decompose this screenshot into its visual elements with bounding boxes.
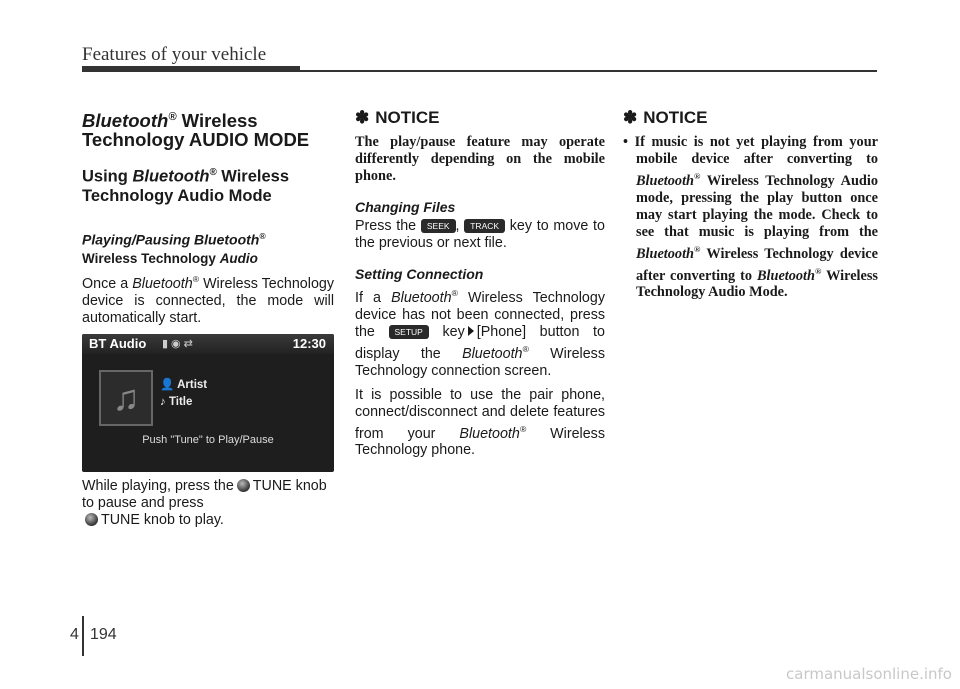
column-right [623,108,878,301]
page-header-title: Features of your vehicle [82,44,267,65]
header-rule-thick [82,66,300,72]
arrow-right-icon [468,326,474,336]
tune-knob-icon [237,479,250,492]
notice-star-icon: ✽ [623,108,638,127]
column-left [82,108,334,536]
screen-status-icons: ▮◉⇄ [162,338,196,351]
column-middle [355,108,605,466]
music-note-icon: ♪ [160,396,166,409]
notice-star-icon: ✽ [355,108,370,127]
pair-phone-paragraph: It is possible to use the pair phone, connect/disconnect and delete features from your Bluetooth® Wireless Technology phone. [355,386,605,459]
notice-heading: ✽ NOTICE [623,108,708,127]
tune-knob-paragraph: While playing, press the TUNE knob to pause and press TUNE knob to play. [82,478,327,529]
screen-hint: Push "Tune" to Play/Pause [142,434,274,447]
bt-audio-screen [82,334,334,472]
person-icon: 👤 [160,379,175,392]
setup-key-icon: SETUP [389,325,429,339]
track-key-icon: TRACK [464,219,505,233]
section-title: Bluetooth® Wireless Technology AUDIO MODE [82,110,310,151]
notice-bullet: • If music is not yet playing from your mobile device after converting to Bluetooth® Wireless Technology Audio mode, pressing the play button once may start playing the mode. Check to see that music is playing from the Bluetooth® Wireless Technology device after converting to Bluetooth® Wireless Technology Audio Mode. [623,134,878,301]
artist-label: 👤 Artist [160,379,208,392]
footer-page-number: 194 [90,626,117,643]
setting-connection-heading: Setting Connection [355,266,484,282]
footer-divider [82,616,84,656]
screen-time: 12:30 [292,336,326,352]
watermark: carmanualsonline.info [786,665,952,683]
header-rule-thin [300,70,877,72]
tune-knob-icon [85,513,98,526]
screen-title: BT Audio [89,336,147,352]
playing-pausing-subheading: Wireless Technology Audio [82,251,258,267]
album-art-icon: ♫ [99,370,153,426]
notice-text: The play/pause feature may operate differently depending on the mobile phone. [355,134,605,184]
seek-key-icon: SEEK [421,219,456,233]
setting-connection-paragraph: If a Bluetooth® Wireless Technology device has not been connected, press the SETUP key [Phone] button to display the Bluetooth® Wireless Technology connection screen. [355,288,605,379]
playing-pausing-heading: Playing/Pausing Bluetooth® [82,230,266,248]
auto-start-paragraph: Once a Bluetooth® Wireless Technology device is connected, the mode will automatically start. [82,274,334,327]
track-title-label: ♪ Title [160,396,193,409]
notice-heading: ✽ NOTICE [355,108,440,127]
subsection-title: Using Bluetooth® Wireless Technology Audio Mode [82,167,290,205]
footer-chapter-number: 4 [70,626,79,643]
changing-files-paragraph: Press the SEEK , TRACK key to move to the previous or next file. [355,218,605,251]
changing-files-heading: Changing Files [355,199,456,215]
